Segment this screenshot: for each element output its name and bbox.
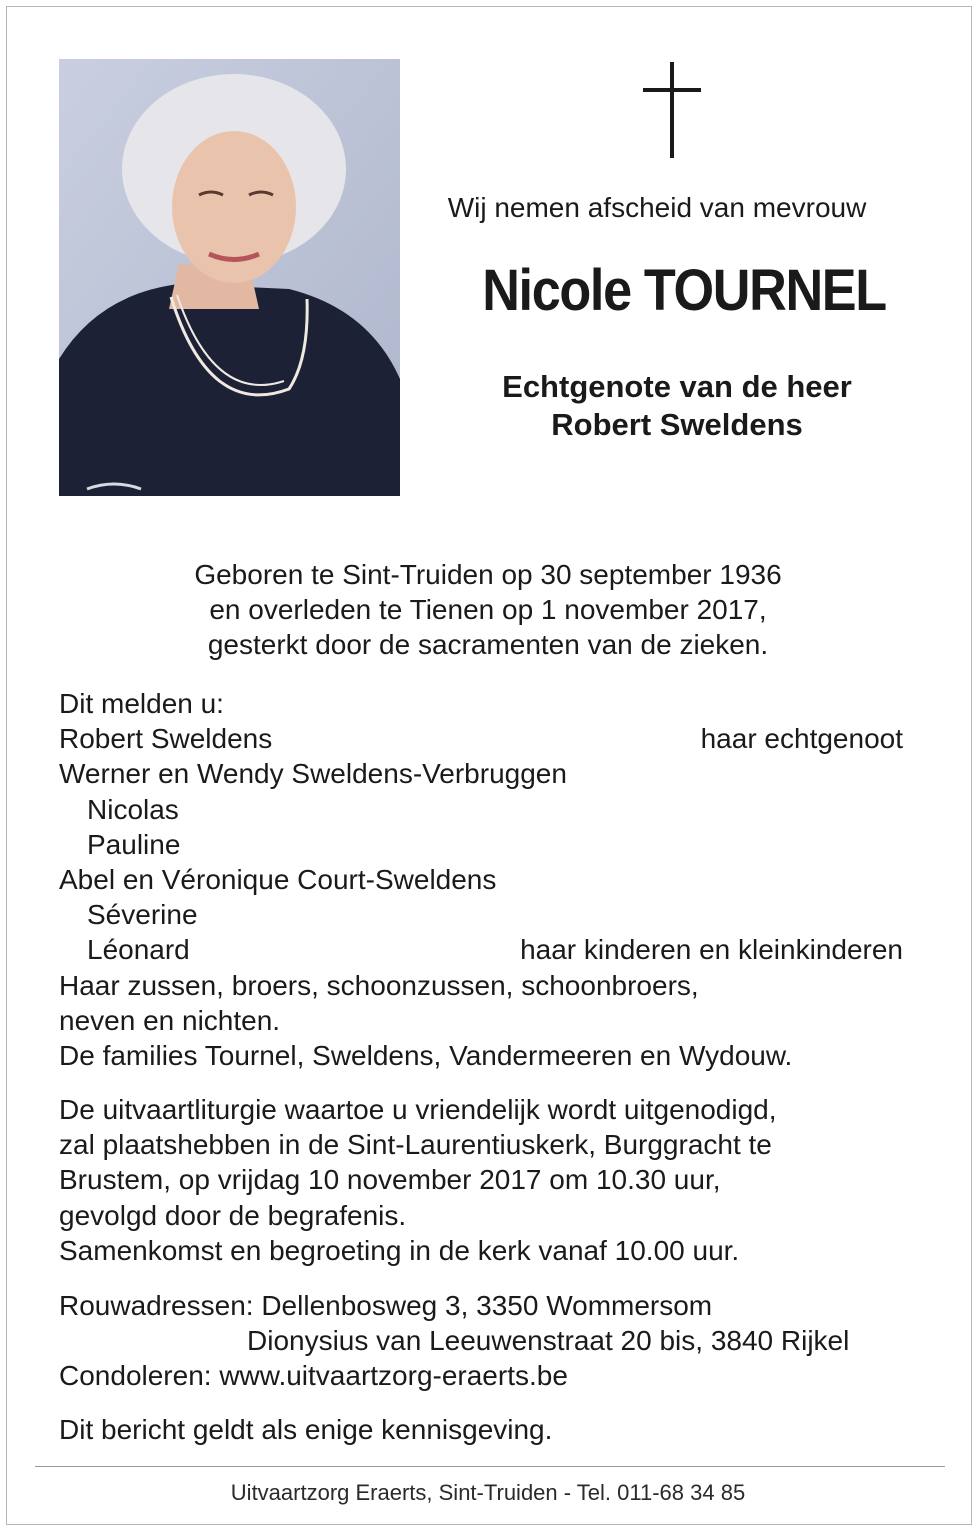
address-line: Dionysius van Leeuwenstraat 20 bis, 3840 Rijkel bbox=[247, 1325, 850, 1357]
list-item: Nicolas bbox=[87, 793, 179, 825]
list-item: Haar zussen, broers, schoonzussen, schoonbroers, bbox=[59, 969, 699, 1001]
husband-name: Robert Sweldens bbox=[59, 723, 273, 755]
list-item: De families Tournel, Sweldens, Vandermeeren en Wydouw. bbox=[59, 1039, 793, 1071]
list-item bbox=[59, 932, 929, 967]
notice-text: Dit bericht geldt als enige kennisgeving. bbox=[59, 1414, 553, 1445]
deceased-name: Nicole TOURNEL bbox=[482, 258, 886, 323]
spouse-line: Echtgenote van de heer bbox=[502, 369, 852, 404]
spouse-name: Robert Sweldens bbox=[551, 407, 803, 442]
addresses-info bbox=[59, 1288, 929, 1394]
cross-icon bbox=[643, 62, 701, 158]
condolence-line: Condoleren: www.uitvaartzorg-eraerts.be bbox=[59, 1360, 568, 1392]
list-item: Pauline bbox=[87, 828, 181, 860]
sacrament-line: gesterkt door de sacramenten van de zieken. bbox=[207, 629, 769, 660]
mourners-heading: Dit melden u: bbox=[59, 688, 224, 719]
address-line: Rouwadressen: Dellenbosweg 3, 3350 Wommersom bbox=[59, 1290, 713, 1321]
funeral-line: zal plaatshebben in de Sint-Laurentiuskerk, Burggracht te bbox=[59, 1129, 772, 1161]
list-item: Séverine bbox=[87, 899, 198, 931]
children-role: haar kinderen en kleinkinderen bbox=[520, 934, 903, 966]
intro-text: Wij nemen afscheid van mevrouw bbox=[447, 192, 867, 223]
husband-role: haar echtgenoot bbox=[700, 723, 903, 755]
birth-death-info bbox=[40, 557, 936, 662]
divider bbox=[35, 1466, 945, 1467]
footer-text: Uitvaartzorg Eraerts, Sint-Truiden - Tel. 011-68 34 85 bbox=[230, 1480, 746, 1505]
spouse-block bbox=[420, 368, 934, 444]
funeral-line: De uitvaartliturgie waartoe u vriendelijk wordt uitgenodigd, bbox=[59, 1094, 777, 1125]
funeral-line: Brustem, op vrijdag 10 november 2017 om 10.30 uur, bbox=[59, 1164, 721, 1196]
portrait-photo bbox=[59, 59, 400, 496]
birth-line: Geboren te Sint-Truiden op 30 september 1936 bbox=[194, 559, 782, 590]
funeral-line: gevolgd door de begrafenis. bbox=[59, 1199, 407, 1231]
grandchild-name: Léonard bbox=[87, 934, 190, 966]
list-item: Abel en Véronique Court-Sweldens bbox=[59, 863, 497, 895]
mourners-list bbox=[59, 686, 929, 1073]
list-item: neven en nichten. bbox=[59, 1004, 281, 1036]
funeral-line: Samenkomst en begroeting in de kerk vanaf 10.00 uur. bbox=[59, 1234, 740, 1266]
death-line: en overleden te Tienen op 1 november 2017, bbox=[209, 594, 767, 625]
funeral-info bbox=[59, 1092, 929, 1268]
list-item bbox=[59, 721, 929, 756]
list-item: Werner en Wendy Sweldens-Verbruggen bbox=[59, 758, 567, 790]
